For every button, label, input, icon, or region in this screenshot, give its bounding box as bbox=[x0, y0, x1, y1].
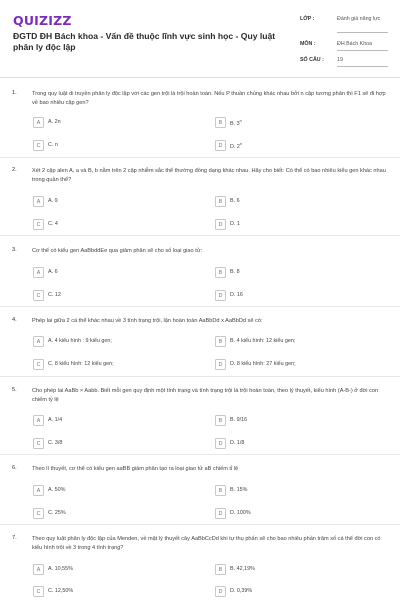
option-letter-box: C bbox=[33, 359, 44, 370]
option-letter-box: D bbox=[215, 219, 226, 230]
option-text bbox=[230, 119, 242, 127]
option-text: B. 4 kiểu hình: 12 kiểu gen; bbox=[230, 338, 296, 344]
question-text: Cơ thể có kiểu gen AaBbddEe qua giảm phân sẽ cho số loại giao tử: bbox=[32, 248, 203, 254]
question-number: 2. bbox=[12, 167, 17, 173]
option-a[interactable] bbox=[33, 196, 203, 207]
option-d[interactable] bbox=[215, 508, 385, 519]
meta-subject-value: ĐH Bách Khoa bbox=[337, 41, 373, 47]
option-d[interactable] bbox=[215, 140, 385, 151]
question-divider bbox=[0, 376, 400, 377]
option-text: C. 3/8 bbox=[48, 440, 63, 446]
option-a[interactable] bbox=[33, 415, 203, 426]
question-number: 6. bbox=[12, 465, 17, 471]
meta-class-label: LỚP : bbox=[300, 16, 315, 22]
option-letter-box: A bbox=[33, 196, 44, 207]
option-text: D. 1/8 bbox=[230, 440, 245, 446]
meta-count-underline bbox=[337, 66, 388, 67]
option-letter-box: D bbox=[215, 359, 226, 370]
option-a[interactable] bbox=[33, 485, 203, 496]
option-letter-box: A bbox=[33, 336, 44, 347]
option-letter-box: D bbox=[215, 140, 226, 151]
option-letter-box: B bbox=[215, 415, 226, 426]
option-d[interactable] bbox=[215, 219, 385, 230]
meta-count-label: SỐ CÂU : bbox=[300, 57, 324, 63]
option-base: D. 2 bbox=[230, 143, 240, 150]
option-text: C. 4 bbox=[48, 221, 58, 227]
option-text: C. 12,50% bbox=[48, 588, 74, 594]
option-a[interactable] bbox=[33, 564, 203, 575]
option-c[interactable] bbox=[33, 290, 203, 301]
option-letter-box: C bbox=[33, 438, 44, 449]
question-number: 7. bbox=[12, 535, 17, 541]
question-divider bbox=[0, 454, 400, 455]
option-letter-box: B bbox=[215, 564, 226, 575]
option-text: B. 9/16 bbox=[230, 417, 248, 423]
option-text bbox=[230, 142, 242, 150]
option-text: A. 6 bbox=[48, 269, 58, 275]
option-c[interactable] bbox=[33, 508, 203, 519]
option-b[interactable] bbox=[215, 485, 385, 496]
option-text: A. 1/4 bbox=[48, 417, 63, 423]
option-letter-box: B bbox=[215, 485, 226, 496]
question-text: Phép lai giữa 2 cá thể khác nhau về 3 tính trạng trội, lặn hoàn toàn AaBbDd x AaBbDd sẽ có: bbox=[32, 318, 263, 324]
option-letter-box: D bbox=[215, 586, 226, 597]
meta-class-value: Đánh giá năng lực bbox=[337, 16, 381, 22]
question-text: Theo quy luật phân ly độc lập của Menden, về mặt lý thuyết cây AaBbCcDd khi tự thụ phấn sẽ cho bao nhiêu phần trăm số cá thể đời con có kiểu hình trội về 3 trong 4 tính trạng? bbox=[32, 536, 381, 551]
option-b[interactable] bbox=[215, 196, 385, 207]
option-text: B. 6 bbox=[230, 198, 240, 204]
option-letter-box: D bbox=[215, 290, 226, 301]
option-letter-box: A bbox=[33, 485, 44, 496]
option-text: C. 25% bbox=[48, 510, 66, 516]
option-text: D. 0,39% bbox=[230, 588, 253, 594]
option-c[interactable] bbox=[33, 438, 203, 449]
question-text: Xét 2 cặp alen A, a và B, b nằm trên 2 cặp nhiễm sắc thể thường đồng dạng khác nhau. Hãy cho biết: Có thể có bao nhiêu kiểu gen khác nhau trong quần thể? bbox=[32, 168, 386, 183]
option-text: C. 8 kiểu hình: 12 kiểu gen; bbox=[48, 361, 114, 367]
question-divider bbox=[0, 306, 400, 307]
option-letter-box: B bbox=[215, 336, 226, 347]
option-d[interactable] bbox=[215, 359, 385, 370]
option-letter-box: D bbox=[215, 508, 226, 519]
option-b[interactable] bbox=[215, 564, 385, 575]
question-divider bbox=[0, 235, 400, 236]
option-text: C. 12 bbox=[48, 292, 61, 298]
question-number: 3. bbox=[12, 247, 17, 253]
option-letter-box: A bbox=[33, 267, 44, 278]
question-number: 5. bbox=[12, 387, 17, 393]
option-text: D. 8 kiểu hình: 27 kiểu gen; bbox=[230, 361, 296, 367]
meta-subject-label: MÔN : bbox=[300, 41, 316, 47]
option-b[interactable] bbox=[215, 117, 385, 128]
option-c[interactable] bbox=[33, 219, 203, 230]
option-text: D. 16 bbox=[230, 292, 243, 298]
option-base: B. 3 bbox=[230, 120, 240, 127]
question-divider bbox=[0, 157, 400, 158]
header-divider bbox=[0, 77, 400, 78]
option-letter-box: C bbox=[33, 290, 44, 301]
worksheet-title: ĐGTD ĐH Bách khoa - Vấn đề thuộc lĩnh vực sinh học - Quy luật phân ly độc lập bbox=[13, 31, 276, 52]
worksheet-header bbox=[0, 0, 400, 80]
option-a[interactable] bbox=[33, 267, 203, 278]
option-letter-box: B bbox=[215, 117, 226, 128]
option-text: D. 100% bbox=[230, 510, 251, 516]
question-text: Theo lí thuyết, cơ thể có kiểu gen aaBB giảm phân tạo ra loại giao tử aB chiếm tỉ lệ bbox=[32, 466, 239, 472]
option-superscript: n bbox=[239, 142, 243, 146]
option-letter-box: A bbox=[33, 564, 44, 575]
option-d[interactable] bbox=[215, 586, 385, 597]
option-c[interactable] bbox=[33, 140, 203, 151]
option-letter-box: C bbox=[33, 508, 44, 519]
option-b[interactable] bbox=[215, 267, 385, 278]
option-text: A. 10,55% bbox=[48, 566, 73, 572]
option-letter-box: A bbox=[33, 117, 44, 128]
option-text: A. 4 kiểu hình : 9 kiểu gen; bbox=[48, 338, 112, 344]
option-c[interactable] bbox=[33, 586, 203, 597]
option-superscript: n bbox=[239, 119, 242, 123]
option-letter-box: B bbox=[215, 267, 226, 278]
option-text: A. 50% bbox=[48, 487, 66, 493]
option-letter-box: C bbox=[33, 219, 44, 230]
meta-count-value: 19 bbox=[337, 57, 343, 63]
option-a[interactable] bbox=[33, 117, 203, 128]
option-letter-box: A bbox=[33, 415, 44, 426]
option-text: B. 15% bbox=[230, 487, 248, 493]
option-c[interactable] bbox=[33, 359, 203, 370]
question-text: Cho phép lai AaBb × Aabb. Biết mỗi gen quy định một tính trạng và tính trạng trội là trội hoàn toàn, theo lý thuyết, kiểu hình (A-B-) ở đời con chiếm tỷ lệ bbox=[32, 388, 379, 403]
option-text: B. 8 bbox=[230, 269, 240, 275]
option-text: B. 42,19% bbox=[230, 566, 255, 572]
option-text: A. 2n bbox=[48, 119, 61, 125]
option-d[interactable] bbox=[215, 290, 385, 301]
option-a[interactable] bbox=[33, 336, 203, 347]
question-number: 1. bbox=[12, 90, 17, 96]
question-divider bbox=[0, 524, 400, 525]
quizizz-logo: QUIZIZZ bbox=[13, 13, 72, 28]
option-letter-box: B bbox=[215, 196, 226, 207]
option-text: A. 9 bbox=[48, 198, 58, 204]
option-b[interactable] bbox=[215, 415, 385, 426]
option-text: C. n bbox=[48, 142, 58, 148]
option-text: D. 1 bbox=[230, 221, 240, 227]
question-number: 4. bbox=[12, 317, 17, 323]
meta-class-underline bbox=[337, 32, 388, 33]
option-letter-box: C bbox=[33, 586, 44, 597]
option-letter-box: D bbox=[215, 438, 226, 449]
option-b[interactable] bbox=[215, 336, 385, 347]
option-d[interactable] bbox=[215, 438, 385, 449]
option-letter-box: C bbox=[33, 140, 44, 151]
question-text: Trong quy luật di truyền phân ly độc lập với các gen trội là trội hoàn toàn. Nếu P thuần chủng khác nhau bởi n cặp tương phản thì F1 sẽ đi hợp về bao nhiêu cặp gen? bbox=[32, 91, 386, 106]
meta-subject-underline bbox=[337, 50, 388, 51]
